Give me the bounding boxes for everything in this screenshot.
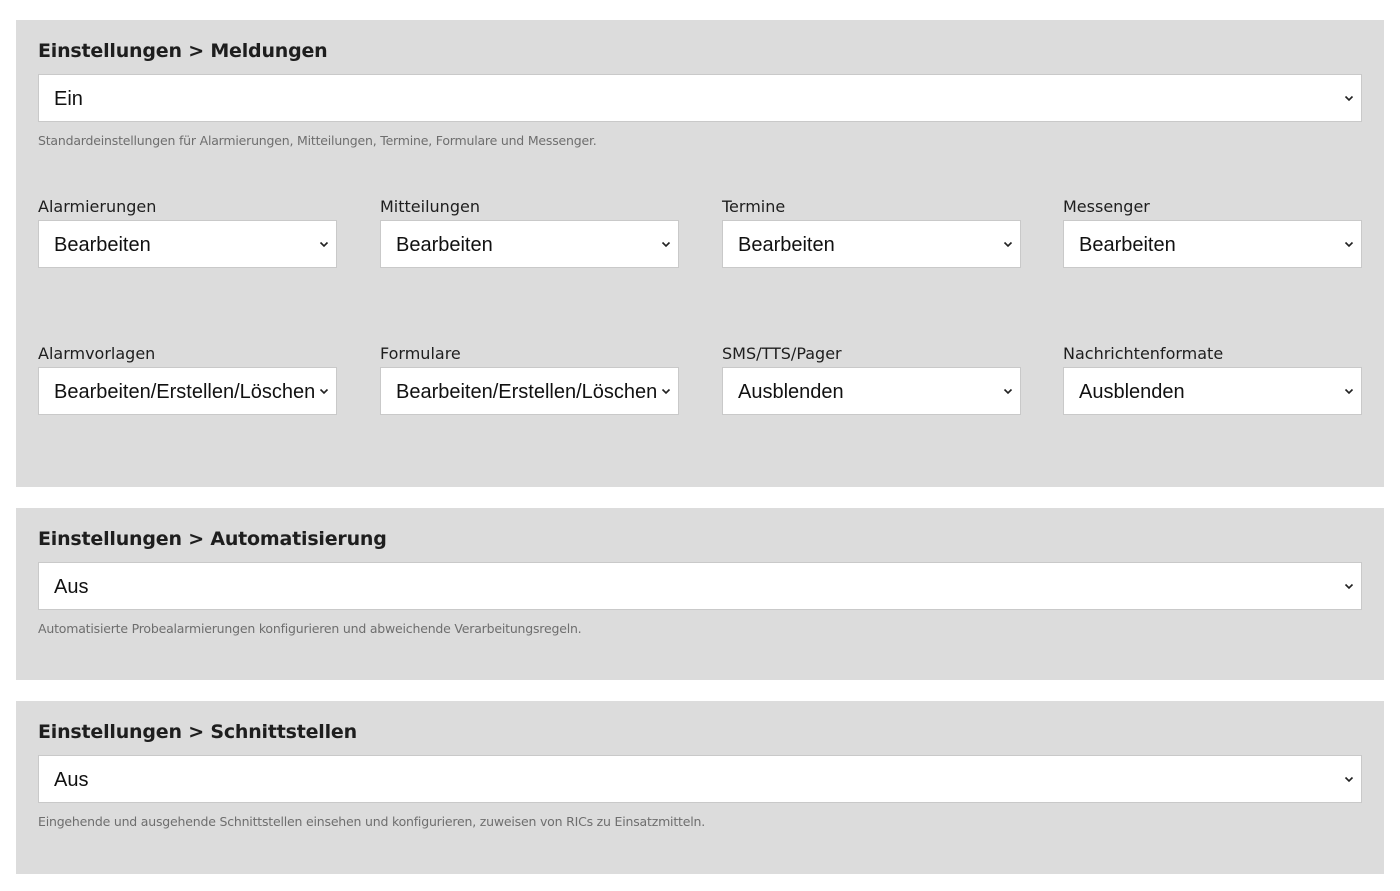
- chevron-down-icon: [660, 385, 672, 397]
- chevron-down-icon: [1002, 385, 1014, 397]
- settings-panel-meldungen: [16, 20, 1384, 487]
- field-label-alarmierungen: Alarmierungen: [38, 197, 157, 216]
- panel-title-automatisierung: Einstellungen > Automatisierung: [38, 528, 387, 550]
- settings-panel-schnittstellen: [16, 701, 1384, 874]
- chevron-down-icon: [1343, 773, 1355, 785]
- automatisierung-mode-value: Aus: [54, 576, 89, 598]
- chevron-down-icon: [1343, 238, 1355, 250]
- chevron-down-icon: [1343, 385, 1355, 397]
- chevron-down-icon: [660, 238, 672, 250]
- alarmvorlagen-select[interactable]: [38, 367, 337, 415]
- mitteilungen-value: Bearbeiten: [396, 234, 493, 256]
- messenger-value: Bearbeiten: [1079, 234, 1176, 256]
- field-label-formulare: Formulare: [380, 344, 461, 363]
- chevron-down-icon: [1343, 580, 1355, 592]
- mitteilungen-select[interactable]: [380, 220, 679, 268]
- schnittstellen-mode-value: Aus: [54, 769, 89, 791]
- alarmierungen-value: Bearbeiten: [54, 234, 151, 256]
- field-label-mitteilungen: Mitteilungen: [380, 197, 480, 216]
- panel-title-schnittstellen: Einstellungen > Schnittstellen: [38, 721, 357, 743]
- sms-tts-pager-value: Ausblenden: [738, 381, 844, 403]
- sms-tts-pager-select[interactable]: [722, 367, 1021, 415]
- chevron-down-icon: [318, 385, 330, 397]
- field-label-sms-tts-pager: SMS/TTS/Pager: [722, 344, 842, 363]
- alarmvorlagen-value: Bearbeiten/Erstellen/Löschen: [54, 381, 316, 403]
- field-label-messenger: Messenger: [1063, 197, 1150, 216]
- alarmierungen-select[interactable]: [38, 220, 337, 268]
- settings-panel-automatisierung: [16, 508, 1384, 680]
- meldungen-mode-select[interactable]: [38, 74, 1362, 122]
- chevron-down-icon: [1343, 92, 1355, 104]
- chevron-down-icon: [1002, 238, 1014, 250]
- formulare-value: Bearbeiten/Erstellen/Löschen: [396, 381, 658, 403]
- formulare-select[interactable]: [380, 367, 679, 415]
- automatisierung-help-text: Automatisierte Probealarmierungen konfigurieren und abweichende Verarbeitungsregeln.: [38, 621, 582, 636]
- field-label-alarmvorlagen: Alarmvorlagen: [38, 344, 156, 363]
- automatisierung-mode-select[interactable]: [38, 562, 1362, 610]
- panel-title-meldungen: Einstellungen > Meldungen: [38, 40, 328, 62]
- schnittstellen-help-text: Eingehende und ausgehende Schnittstellen einsehen und konfigurieren, zuweisen von RICs zu Einsatzmitteln.: [38, 814, 705, 829]
- field-label-termine: Termine: [722, 197, 786, 216]
- termine-select[interactable]: [722, 220, 1021, 268]
- field-label-nachrichtenformate: Nachrichtenformate: [1063, 344, 1224, 363]
- nachrichtenformate-select[interactable]: [1063, 367, 1362, 415]
- meldungen-mode-value: Ein: [54, 88, 83, 110]
- messenger-select[interactable]: [1063, 220, 1362, 268]
- nachrichtenformate-value: Ausblenden: [1079, 381, 1185, 403]
- chevron-down-icon: [318, 238, 330, 250]
- schnittstellen-mode-select[interactable]: [38, 755, 1362, 803]
- meldungen-help-text: Standardeinstellungen für Alarmierungen, Mitteilungen, Termine, Formulare und Messenger.: [38, 133, 597, 148]
- termine-value: Bearbeiten: [738, 234, 835, 256]
